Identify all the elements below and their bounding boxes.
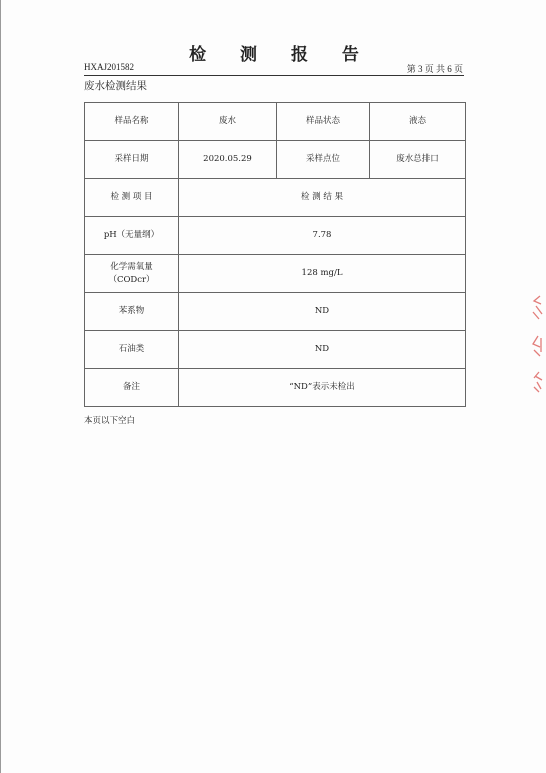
result-cod: 128 mg/L [179, 255, 466, 293]
item-cod [85, 255, 179, 293]
header-divider [84, 75, 464, 76]
sample-state-label: 样品状态 [277, 103, 370, 141]
result-petroleum: ND [179, 331, 466, 369]
page-indicator: 第 3 页 共 6 页 [406, 64, 463, 74]
remark-value: “ND”表示未检出 [179, 369, 466, 407]
sampling-date-label: 采样日期 [85, 141, 179, 179]
item-cod-line2: （CODcr） [108, 274, 155, 285]
report-number: HXAJ201582 [84, 62, 135, 72]
result-column-header: 检 测 结 果 [179, 179, 466, 217]
table-row [85, 331, 466, 369]
table-header-row [85, 179, 466, 217]
seal-stamp-icon [528, 292, 546, 402]
table-row [85, 217, 466, 255]
sample-name-value: 废水 [179, 103, 277, 141]
section-title: 废水检测结果 [84, 80, 147, 92]
item-ph: pH（无量纲） [85, 217, 179, 255]
table-row [85, 255, 466, 293]
sample-name-label: 样品名称 [85, 103, 179, 141]
remark-label: 备注 [85, 369, 179, 407]
sampling-date-value: 2020.05.29 [179, 141, 277, 179]
results-table [84, 102, 466, 407]
result-ph: 7.78 [179, 217, 466, 255]
sampling-point-value: 废水总排口 [370, 141, 466, 179]
item-column-header: 检 测 项 目 [85, 179, 179, 217]
sampling-point-label: 采样点位 [277, 141, 370, 179]
table-row [85, 141, 466, 179]
footer-note: 本页以下空白 [84, 416, 136, 426]
result-benzene: ND [179, 293, 466, 331]
item-petroleum: 石油类 [85, 331, 179, 369]
table-row [85, 103, 466, 141]
sample-state-value: 液态 [370, 103, 466, 141]
item-benzene: 苯系物 [85, 293, 179, 331]
document-title: 检 测 报 告 [189, 45, 373, 65]
table-row [85, 293, 466, 331]
table-row [85, 369, 466, 407]
item-cod-line1: 化学需氧量 [110, 261, 153, 272]
